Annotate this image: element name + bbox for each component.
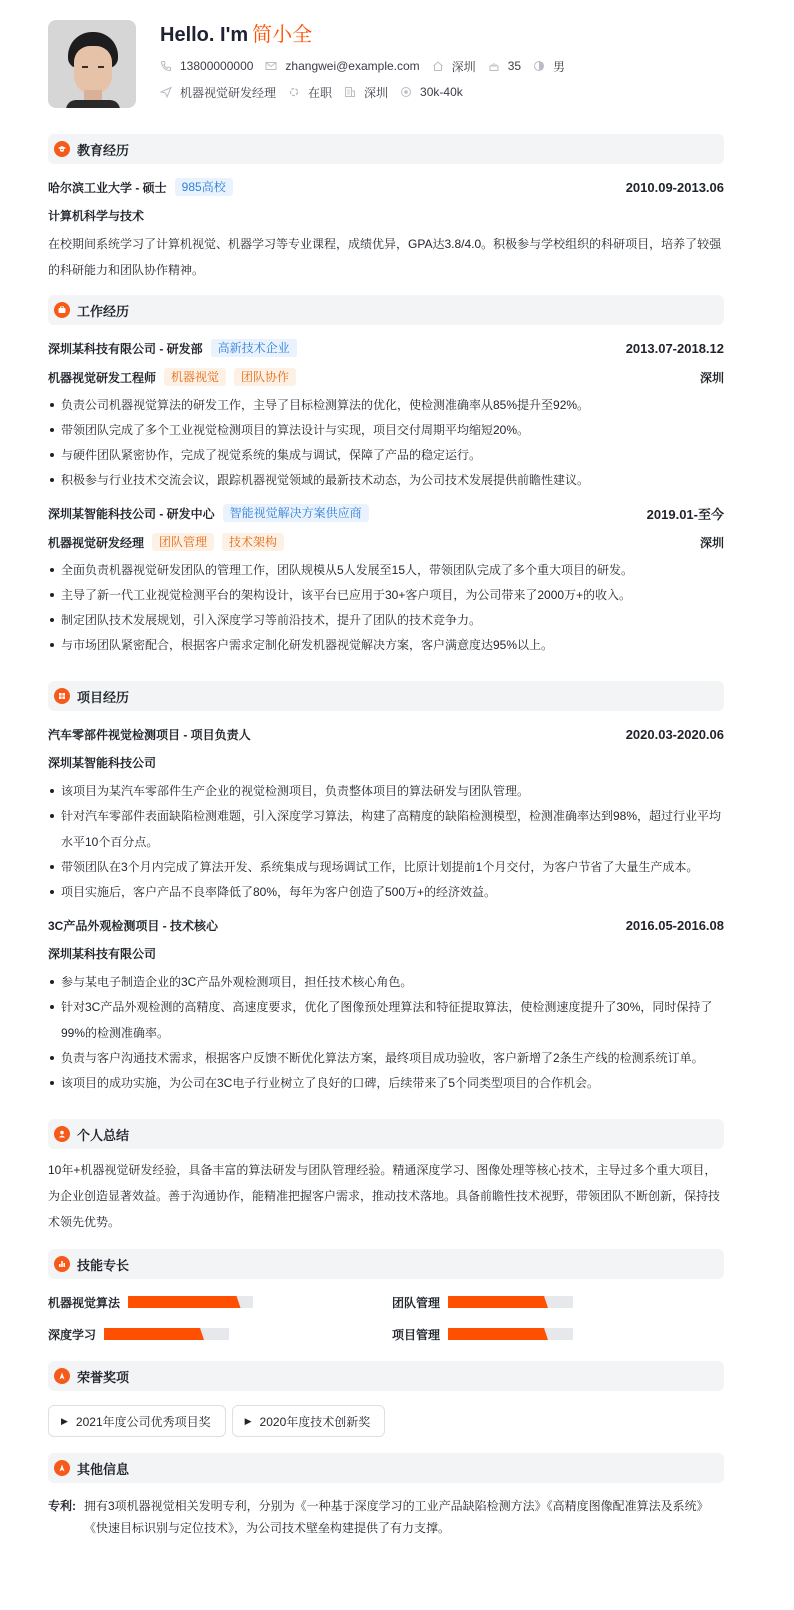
candidate-name: 简小全 bbox=[252, 24, 313, 46]
patent-text: 拥有3项机器视觉相关发明专利，分别为《一种基于深度学习的工业产品缺陷检测方法》《高精度图像配准算法及系统》《快速目标识别与定位技术》，为公司技术壁垒构建提供了有力支撑。 bbox=[84, 1499, 709, 1535]
project-company: 深圳某智能科技公司 bbox=[48, 756, 157, 770]
list-item: 针对汽车零部件表面缺陷检测难题，引入深度学习算法，构建了高精度的缺陷检测模型，检测准确率达到98%，超过行业平均水平10个百分点。 bbox=[48, 803, 724, 855]
list-item: 该项目为某汽车零部件生产企业的视觉检测项目，负责整体项目的算法研发与团队管理。 bbox=[48, 778, 724, 804]
skill-item: 机器视觉算法 bbox=[48, 1293, 392, 1311]
job-icon bbox=[160, 86, 172, 98]
education-date: 2010.09-2013.06 bbox=[625, 179, 724, 195]
project-company: 深圳某科技有限公司 bbox=[48, 947, 157, 961]
award-chip[interactable]: ▶ 2021年度公司优秀项目奖 bbox=[48, 1405, 226, 1437]
greeting-text: Hello. I'm bbox=[160, 24, 249, 46]
gender-icon bbox=[533, 60, 545, 72]
list-item: 与市场团队紧密配合，根据客户需求定制化研发机器视觉解决方案，客户满意度达95%以上。 bbox=[48, 632, 724, 658]
location-item: 深圳 bbox=[432, 58, 476, 75]
avatar bbox=[48, 20, 136, 108]
project-bullets bbox=[48, 969, 724, 1096]
email-icon bbox=[265, 60, 277, 72]
salary-icon bbox=[400, 86, 412, 98]
role-tag: 机器视觉 bbox=[164, 368, 226, 386]
gender-item: 男 bbox=[533, 58, 565, 75]
company-tag: 智能视觉解决方案供应商 bbox=[223, 504, 369, 522]
skill-bar bbox=[128, 1296, 253, 1308]
role-tag: 团队管理 bbox=[152, 533, 214, 551]
skill-item: 项目管理 bbox=[392, 1325, 724, 1343]
work-date: 2013.07-2018.12 bbox=[625, 340, 724, 356]
section-title: 技能专长 bbox=[77, 1257, 130, 1273]
skills-section-header bbox=[48, 1249, 724, 1279]
company-name: 深圳某科技有限公司 - 研发部 bbox=[48, 341, 203, 356]
education-section-header bbox=[48, 134, 724, 164]
list-item: 全面负责机器视觉研发团队的管理工作，团队规模从5人发展至15人，带领团队完成了多个重大项目的研发。 bbox=[48, 557, 724, 583]
project-bullets bbox=[48, 778, 724, 905]
list-item: 与硬件团队紧密协作，完成了视觉系统的集成与调试，保障了产品的稳定运行。 bbox=[48, 442, 724, 468]
projects-section-header bbox=[48, 681, 724, 711]
bar-chart-icon bbox=[54, 1256, 70, 1272]
info-flame-icon bbox=[54, 1460, 70, 1476]
city-item: 深圳 bbox=[344, 84, 388, 101]
age-item: 35 bbox=[488, 59, 521, 73]
skill-item: 团队管理 bbox=[392, 1293, 724, 1311]
section-title: 荣誉奖项 bbox=[77, 1369, 130, 1385]
section-title: 项目经历 bbox=[77, 689, 130, 705]
work-section-header bbox=[48, 295, 724, 325]
building-icon bbox=[344, 86, 356, 98]
work-entry bbox=[48, 339, 724, 493]
work-city: 深圳 bbox=[699, 535, 724, 550]
patent-label: 专利: bbox=[48, 1499, 76, 1513]
work-bullets bbox=[48, 557, 724, 658]
work-city: 深圳 bbox=[699, 370, 724, 385]
education-description: 在校期间系统学习了计算机视觉、机器学习等专业课程，成绩优异，GPA达3.8/4.0。积极参与学校组织的科研项目，培养了较强的科研能力和团队协作精神。 bbox=[48, 237, 722, 277]
other-section-header bbox=[48, 1453, 724, 1483]
play-triangle-icon: ▶ bbox=[244, 1415, 252, 1426]
skill-bar bbox=[448, 1328, 573, 1340]
section-title: 其他信息 bbox=[77, 1461, 130, 1477]
list-item: 制定团队技术发展规划，引入深度学习等前沿技术，提升了团队的技术竞争力。 bbox=[48, 607, 724, 633]
awards-section-header bbox=[48, 1361, 724, 1391]
briefcase-icon bbox=[54, 302, 70, 318]
skill-bar bbox=[104, 1328, 229, 1340]
company-name: 深圳某智能科技公司 - 研发中心 bbox=[48, 506, 215, 521]
section-title: 工作经历 bbox=[77, 303, 130, 319]
company-tag: 高新技术企业 bbox=[211, 339, 297, 357]
list-item: 负责公司机器视觉算法的研发工作，主导了目标检测算法的优化，使检测准确率从85%提升至92%。 bbox=[48, 392, 724, 418]
role-tag: 团队协作 bbox=[234, 368, 296, 386]
project-name: 3C产品外观检测项目 - 技术核心 bbox=[48, 918, 219, 933]
grid-icon bbox=[54, 688, 70, 704]
job-row bbox=[160, 84, 577, 100]
major: 计算机科学与技术 bbox=[48, 209, 145, 223]
status-icon bbox=[288, 86, 300, 98]
email-item: zhangwei@example.com bbox=[265, 59, 419, 73]
summary-text: 10年+机器视觉研发经验，具备丰富的算法研发与团队管理经验。精通深度学习、图像处理等核心技术，主导过多个重大项目，为企业创造显著效益。善于沟通协作，能精准把握客户需求，推动技术落地。具备前瞻性技术视野，带领团队不断创新，保持技术领先优势。 bbox=[48, 1163, 721, 1229]
section-title: 教育经历 bbox=[77, 142, 130, 158]
greeting bbox=[160, 22, 577, 48]
resume-header bbox=[48, 20, 724, 128]
awards-list bbox=[48, 1405, 724, 1437]
phone-item: 13800000000 bbox=[160, 59, 253, 73]
role-title: 机器视觉研发经理 bbox=[48, 535, 145, 550]
work-bullets bbox=[48, 392, 724, 493]
skill-bar bbox=[448, 1296, 573, 1308]
school-tag: 985高校 bbox=[175, 178, 233, 196]
skill-item: 深度学习 bbox=[48, 1325, 392, 1343]
project-entry bbox=[48, 725, 724, 905]
status-item: 在职 bbox=[288, 84, 332, 101]
list-item: 负责与客户沟通技术需求，根据客户反馈不断优化算法方案，最终项目成功验收，客户新增了2条生产线的检测系统订单。 bbox=[48, 1045, 724, 1071]
list-item: 该项目的成功实施，为公司在3C电子行业树立了良好的口碑，后续带来了5个同类型项目的合作机会。 bbox=[48, 1070, 724, 1096]
play-triangle-icon: ▶ bbox=[61, 1415, 68, 1426]
school-name: 哈尔滨工业大学 - 硕士 bbox=[48, 180, 167, 195]
list-item: 带领团队在3个月内完成了算法开发、系统集成与现场调试工作，比原计划提前1个月交付，为客户节省了大量生产成本。 bbox=[48, 854, 724, 880]
project-date: 2020.03-2020.06 bbox=[625, 726, 724, 742]
age-icon bbox=[488, 60, 500, 72]
skills-grid bbox=[48, 1293, 724, 1343]
home-icon bbox=[432, 60, 444, 72]
list-item: 带领团队完成了多个工业视觉检测项目的算法设计与实现，项目交付周期平均缩短20%。 bbox=[48, 417, 724, 443]
project-entry bbox=[48, 916, 724, 1096]
role-tag: 技术架构 bbox=[222, 533, 284, 551]
award-chip[interactable]: ▶ 2020年度技术创新奖 bbox=[232, 1405, 386, 1437]
job-item: 机器视觉研发经理 bbox=[160, 84, 276, 101]
education-entry bbox=[48, 178, 724, 283]
work-date: 2019.01-至今 bbox=[646, 506, 724, 522]
list-item: 项目实施后，客户产品不良率降低了80%，每年为客户创造了500万+的经济效益。 bbox=[48, 879, 724, 905]
salary-item: 30k-40k bbox=[400, 85, 463, 99]
summary-section-header bbox=[48, 1119, 724, 1149]
patent-info bbox=[48, 1495, 724, 1539]
award-icon bbox=[54, 1368, 70, 1384]
list-item: 参与某电子制造企业的3C产品外观检测项目，担任技术核心角色。 bbox=[48, 969, 724, 995]
project-date: 2016.05-2016.08 bbox=[625, 917, 724, 933]
contact-row bbox=[160, 58, 577, 74]
user-icon bbox=[54, 1126, 70, 1142]
section-title: 个人总结 bbox=[77, 1127, 130, 1143]
work-entry bbox=[48, 504, 724, 658]
role-title: 机器视觉研发工程师 bbox=[48, 370, 157, 385]
list-item: 主导了新一代工业视觉检测平台的架构设计，该平台已应用于30+客户项目，为公司带来了2000万+的收入。 bbox=[48, 582, 724, 608]
project-name: 汽车零部件视觉检测项目 - 项目负责人 bbox=[48, 727, 251, 742]
graduation-cap-icon bbox=[54, 141, 70, 157]
phone-icon bbox=[160, 60, 172, 72]
list-item: 针对3C产品外观检测的高精度、高速度要求，优化了图像预处理算法和特征提取算法，使检测速度提升了30%，同时保持了99%的检测准确率。 bbox=[48, 994, 724, 1046]
list-item: 积极参与行业技术交流会议，跟踪机器视觉领域的最新技术动态，为公司技术发展提供前瞻性建议。 bbox=[48, 467, 724, 493]
